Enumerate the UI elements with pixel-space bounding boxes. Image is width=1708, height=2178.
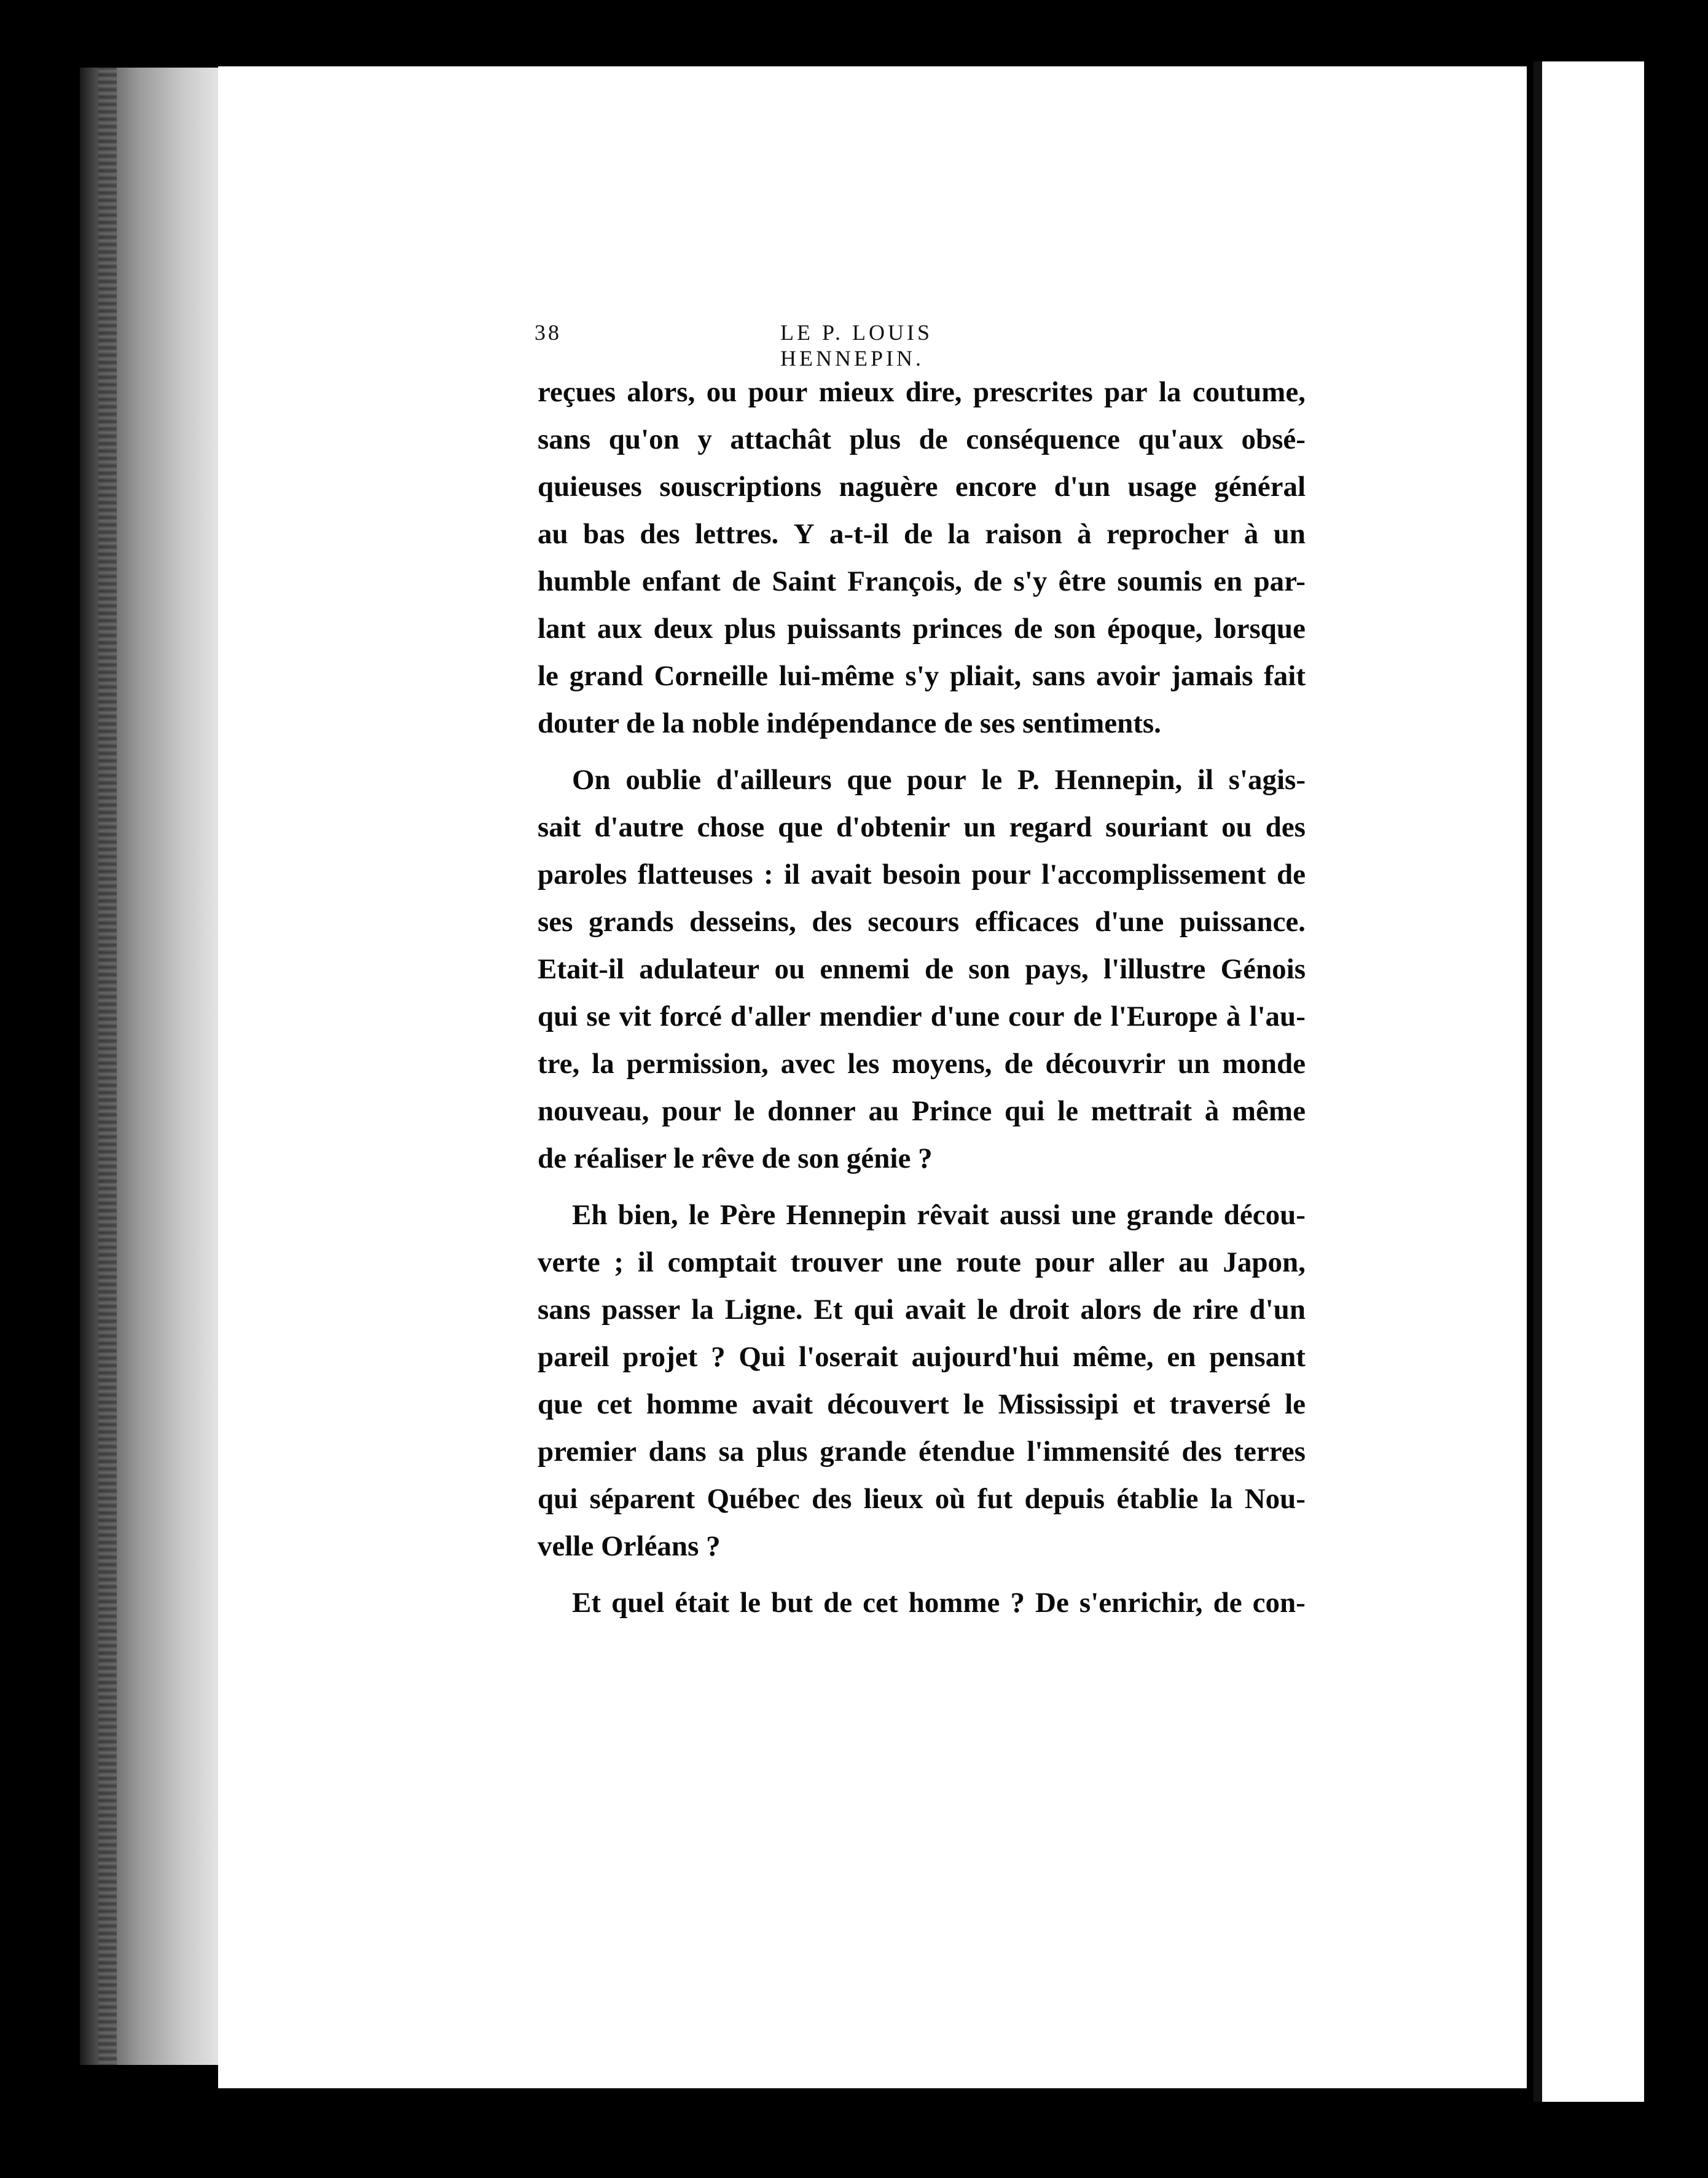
word: aussi [999,1199,1061,1231]
text-line [538,898,1306,946]
word: découvert [827,1388,949,1420]
word: Saint [772,565,836,597]
word: le [963,1388,984,1420]
word: Et [572,1587,601,1619]
word: Génois [1220,953,1306,985]
word: grande [1126,1199,1213,1231]
word: con- [1252,1587,1306,1619]
word: pour [1035,1246,1095,1278]
text-line [538,851,1306,898]
text-line [538,653,1306,700]
running-head [535,320,1075,371]
word: secours [868,906,960,938]
word: tre, [538,1048,580,1080]
word: la [947,518,970,550]
text-line [538,416,1306,463]
word: aller [1108,1246,1165,1278]
word: fait [1264,660,1306,692]
word: l'immensité [1027,1436,1170,1468]
word: était [675,1587,730,1619]
word: rêvait [917,1199,989,1231]
word: conséquence [966,423,1120,455]
word: l'illustre [1103,953,1206,985]
word: pour [748,376,808,408]
word: d'aller [730,1001,811,1032]
word: un [1178,1048,1210,1080]
word: aux [597,613,643,645]
word: époque, [1107,613,1203,645]
word: la [691,1294,714,1326]
word: même, [1072,1341,1154,1373]
word: son [968,953,1011,985]
word: une [897,1246,942,1278]
text-line [538,993,1306,1040]
text-line [538,1381,1306,1428]
word: dans [648,1436,707,1468]
word: qu'aux [1138,423,1223,455]
word: l'oserait [798,1341,898,1373]
word: qui [538,1483,578,1515]
word: On [572,764,611,796]
word: la [1158,376,1181,408]
word: des [1181,1436,1222,1468]
word: de [1152,1294,1181,1326]
word: que [778,811,823,843]
word: avait [904,1294,966,1326]
word: de [919,423,948,455]
word: le [740,1587,761,1619]
word: établie [1116,1483,1199,1515]
word: d'ailleurs [716,764,832,796]
word: lui-même [778,660,895,692]
text-line [538,1334,1306,1381]
word: l'Europe [1110,1001,1218,1032]
word: que [847,764,892,796]
word: à [1204,1095,1220,1127]
word: ? [1010,1587,1025,1619]
word: l'accomplissement [1041,859,1266,890]
paragraph [538,1579,1306,1627]
word: d'une [1094,906,1164,938]
word: droit [1009,1294,1070,1326]
text-line [538,946,1306,993]
word: puissants [787,613,901,645]
word: coutume, [1192,376,1306,408]
word: au [1178,1246,1209,1278]
word: de [732,565,761,597]
word: comptait [667,1246,777,1278]
word: grande [820,1436,907,1468]
word: lorsque [1214,613,1306,645]
word: fut [977,1483,1013,1515]
word: des [640,518,680,550]
word: prescrites [973,376,1093,408]
word: pour [971,859,1031,890]
word: lieux [863,1483,923,1515]
word: reprocher [1107,518,1229,550]
page-number: 38 [535,320,562,345]
word: moyens, [891,1048,992,1080]
word: pour [907,764,966,796]
word: nouveau, [538,1095,649,1127]
word: flatteuses [637,859,753,890]
word: étendue [918,1436,1015,1468]
word: humble [538,565,631,597]
word: le [538,660,558,692]
word: naguère [839,471,938,503]
word: sait [538,811,581,843]
word: raison [985,518,1062,550]
word: bas [583,518,625,550]
word: mettrait [1091,1095,1193,1127]
word: de [823,1587,853,1619]
word: Ligne. [724,1294,803,1326]
word: ? [711,1341,726,1373]
word: plus [724,613,776,645]
word: trouver [790,1246,883,1278]
word: d'obtenir [836,811,950,843]
word: au [538,518,568,550]
word: pour [662,1095,721,1127]
word: Et [813,1294,843,1326]
word: décou- [1223,1199,1306,1231]
word: en [1213,565,1243,597]
text-line [538,1239,1306,1286]
word: pays, [1025,953,1089,985]
word: homme [646,1388,738,1420]
word: ses [538,906,573,938]
word: monde [1222,1048,1306,1080]
word: projet [622,1341,698,1373]
word: il [783,859,801,890]
word: paroles [538,859,627,890]
word: à [1077,518,1092,550]
word: pensant [1209,1341,1306,1373]
word: soumis [1117,565,1202,597]
word: lettres. [695,518,779,550]
word: Hennepin, [1054,764,1183,796]
text-line [538,1428,1306,1476]
word: plus [849,423,901,455]
word: même [1231,1095,1306,1127]
word: de [973,565,1003,597]
word: en [1167,1341,1196,1373]
word: de [1013,613,1043,645]
word: grands [589,906,674,938]
word: de [903,518,933,550]
word: s'y [1013,565,1048,597]
word: sans [538,423,591,455]
word: cet [863,1587,898,1619]
word: passer [601,1294,681,1326]
word: ou [706,376,737,408]
paragraph [538,369,1306,747]
text-line [538,1040,1306,1088]
text-line [538,558,1306,605]
word: bien, [617,1199,678,1231]
word: à [1244,518,1259,550]
word: par [1104,376,1148,408]
word: qui [1005,1095,1045,1127]
word: mendier [819,1001,922,1032]
word: qu'on [608,423,680,455]
text-line [538,1088,1306,1135]
word: le [977,1294,998,1326]
text-line [538,1286,1306,1334]
word: Hennepin [786,1199,907,1231]
word: : [763,859,774,890]
word: obsé- [1241,423,1306,455]
word: François, [847,565,962,597]
word: le [688,1199,710,1231]
word: lant [538,613,586,645]
word: le [734,1095,755,1127]
word: a-t-il [829,518,889,550]
word: Qui [738,1341,786,1373]
text-line [538,463,1306,511]
word: le [1057,1095,1078,1127]
word: de [1073,1001,1102,1032]
word: efficaces [974,906,1079,938]
word: premier [538,1436,637,1468]
word: et [1132,1388,1156,1420]
word: de [1276,859,1306,890]
word: terres [1234,1436,1306,1468]
word: cet [597,1388,632,1420]
word: à [1226,1001,1241,1032]
word: avoir [1096,660,1161,692]
word: que [538,1388,583,1420]
binding-edge [80,68,227,2065]
word: quieuses [538,471,642,503]
word: où [934,1483,966,1515]
word: avec [780,1048,836,1080]
word: P. [1017,764,1040,796]
word: avait [810,859,872,890]
word: enfant [641,565,721,597]
word: avait [751,1388,813,1420]
word: se [586,1001,611,1032]
word: but [771,1587,813,1619]
word: desseins, [689,906,796,938]
word: deux [653,613,713,645]
word: dire, [905,376,962,408]
word: un [963,811,996,843]
word: alors, [627,376,695,408]
word: qui [853,1294,894,1326]
word: grand [569,660,643,692]
word: quel [611,1587,665,1619]
word: Père [719,1199,776,1231]
word: ennemi [820,953,910,985]
word: Eh [572,1199,608,1231]
word: forcé [659,1001,722,1032]
word: sans [1032,660,1086,692]
text-line [538,1192,1306,1239]
word: un [1273,518,1306,550]
word: Y [793,518,815,550]
word: sa [718,1436,745,1468]
word: pliait, [950,660,1022,692]
word: Mississipi [998,1388,1119,1420]
word: des [1265,811,1306,843]
word: plus [756,1436,808,1468]
text-line [538,1476,1306,1523]
running-title: LE P. LOUIS HENNEPIN. [780,320,933,371]
word: Japon, [1223,1246,1306,1278]
word: donner [767,1095,856,1127]
word: route [955,1246,1021,1278]
word: aujourd'hui [911,1341,1059,1373]
word: Nou- [1244,1483,1306,1515]
text-line [538,605,1306,653]
word: Prince [911,1095,992,1127]
word: traversé [1169,1388,1271,1420]
word: le [981,764,1003,796]
word: chose [697,811,765,843]
word: souscriptions [659,471,821,503]
text-line [538,369,1306,416]
word: des [812,1483,852,1515]
word: il [637,1246,654,1278]
paragraph [538,1192,1306,1570]
word: depuis [1024,1483,1105,1515]
word: ; [614,1246,624,1278]
word: au [868,1095,899,1127]
word: de [924,953,954,985]
text-line: de réaliser le rêve de son génie ? [538,1142,933,1174]
word: la [592,1048,614,1080]
word: d'une [930,1001,1000,1032]
word: d'autre [594,811,684,843]
word: mieux [818,376,895,408]
body-text [538,369,1306,1627]
word: d'un [1054,471,1111,503]
word: Etait-il [538,953,624,985]
word: être [1058,565,1107,597]
word: s'agis- [1228,764,1306,796]
word: de [1213,1587,1242,1619]
word: rire [1192,1294,1239,1326]
text-line: douter de la noble indépendance de ses sentiments. [538,707,1161,739]
word: Corneille [654,660,768,692]
word: qui [538,1001,578,1032]
word: encore [955,471,1037,503]
word: oublie [625,764,702,796]
word: reçues [538,376,616,408]
word: il [1197,764,1214,796]
word: ou [1221,811,1252,843]
word: la [1210,1483,1233,1515]
word: verte [538,1246,600,1278]
word: sans [538,1294,591,1326]
word: l'au- [1249,1001,1306,1032]
word: princes [912,613,1003,645]
word: séparent [589,1483,695,1515]
paragraph [538,757,1306,1182]
word: vit [619,1001,651,1032]
word: souriant [1105,811,1209,843]
word: le [1285,1388,1306,1420]
word: alors [1080,1294,1142,1326]
text-line [538,757,1306,804]
word: de [1004,1048,1033,1080]
word: par- [1253,565,1306,597]
text-line [538,804,1306,851]
word: ou [774,953,805,985]
text-line [538,511,1306,558]
word: les [847,1048,880,1080]
word: homme [908,1587,1000,1619]
word: pareil [538,1341,609,1373]
word: son [1054,613,1096,645]
facing-page-edge [1530,61,1644,2102]
word: une [1071,1199,1116,1231]
word: usage [1127,471,1197,503]
word: attachât [730,423,831,455]
word: d'un [1249,1294,1306,1326]
word: des [812,906,852,938]
word: jamais [1171,660,1253,692]
text-line: velle Orléans ? [538,1530,721,1562]
word: besoin [882,859,961,890]
word: De [1035,1587,1069,1619]
text-line [538,1579,1306,1627]
word: permission, [626,1048,769,1080]
word: général [1214,471,1306,503]
word: Québec [707,1483,800,1515]
word: puissance. [1179,906,1306,938]
word: s'enrichir, [1079,1587,1203,1619]
word: y [697,423,712,455]
word: s'y [905,660,939,692]
word: adulateur [639,953,760,985]
word: regard [1009,811,1092,843]
word: cour [1008,1001,1065,1032]
word: découvrir [1045,1048,1166,1080]
